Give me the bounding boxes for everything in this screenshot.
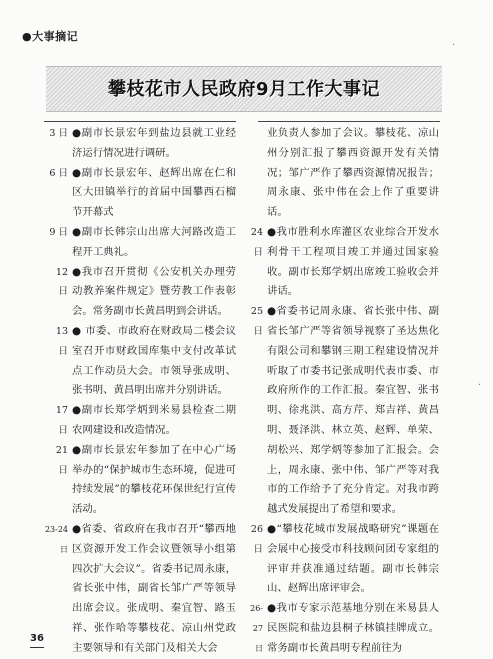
event-text: ●“攀枝花城市发展战略研究”课题在会展中心接受市科技顾问团专家组的评审并获准通过结题。副市长韩宗山、赵辉出席评审会。	[267, 522, 439, 595]
event-text: ●副市长景宏年参加了在中心广场举办的“保护城市生态环境，促进可持续发展”的攀枝花环保世纪行宣传活动。	[72, 443, 236, 516]
event-entry	[49, 124, 236, 164]
event-text: ●副市长景宏年到盐边县就工业经济运行情况进行调研。	[72, 127, 236, 159]
event-text: ●省委、省政府在我市召开“攀西地区资源开发工作会议暨领导小组第四次扩大会议”。省委书记周永康，省长张中伟，副省长邹广严等领导出席会议。张成明、秦宜智、路玉祥、张作哈等攀枝花、凉山州党政主要领导和有关部门及相关大会	[72, 522, 236, 654]
page-number-underline	[30, 647, 44, 648]
event-date: 9 日	[49, 226, 68, 238]
event-date: 26-27 日	[250, 604, 263, 653]
event-date: 23-24 日	[44, 524, 68, 554]
event-date: 3 日	[49, 128, 68, 139]
event-entry	[243, 302, 439, 520]
left-top-rule	[44, 121, 236, 122]
event-date: 6 日	[49, 167, 68, 179]
event-entry	[55, 322, 236, 401]
event-entry	[243, 599, 439, 658]
event-entry	[243, 223, 439, 302]
event-entry	[243, 520, 439, 599]
event-date: 24 日	[250, 226, 263, 258]
event-date: 25 日	[250, 306, 263, 337]
event-text: ●我市胜利水库灌区农业综合开发水利骨干工程项目竣工并通过国家验收。副市长郑学炳出席竣工验收会并讲话。	[267, 225, 439, 298]
event-date: 13 日	[55, 325, 68, 357]
event-entry	[49, 223, 236, 263]
event-text: ● 市委、市政府在财政局二楼会议室召开市财政国库集中支付改革试点工作动员大会。市领导张成明、张书明、黄昌明出席并分别讲话。	[72, 324, 236, 397]
event-text: ●副市长景宏年、赵辉出席在仁和区大田镇举行的首届中国攀西石榴节开幕式	[72, 166, 236, 219]
event-date: 12 日	[55, 266, 68, 298]
page-number: 36	[30, 633, 44, 644]
event-entry	[55, 401, 236, 441]
left-column	[44, 124, 236, 659]
scan-mark: ·	[478, 380, 482, 391]
section-label: ●大事摘记	[22, 30, 79, 43]
title-banner	[46, 66, 442, 112]
event-entry	[55, 441, 236, 520]
event-entry	[55, 263, 236, 322]
event-date: 21 日	[55, 444, 68, 476]
event-date: 17 日	[55, 405, 68, 436]
event-entry	[44, 520, 236, 659]
event-text: ●我市专家示范基地分别在米易县人民医院和盐边县桐子林镇挂牌成立。常务副市长黄昌明专程前往为	[267, 602, 439, 654]
event-text: ●副市长郑学炳到米易县检查二期农网建设和改造情况。	[72, 404, 236, 436]
event-text: ●我市召开贯彻《公安机关办理劳动教养案件规定》暨劳教工作表彰会。常务副市长黄昌明到会讲话。	[72, 265, 236, 318]
event-text: ●副市长韩宗山出席大河路改造工程开工典礼。	[72, 225, 236, 258]
event-entry	[49, 164, 236, 223]
page-title: 攀枝花市人民政府9月工作大事记	[107, 79, 381, 100]
event-date: 26 日	[250, 523, 263, 555]
event-text: ●省委书记周永康、省长张中伟、副省长邹广严等省领导视察了圣达焦化有限公司和攀钢三期工程建设情况并听取了市委书记张成明代表市委、市政府所作的工作汇报。秦宜智、张书明、徐兆洪、高方芹、郑吉祥、黄昌明、聂泽洪、林立英、赵辉、单荣、胡松兴、郑学炳等参加了汇报会。会上，周永康、张中伟、邹广严等对我市的工作给予了充分肯定。对我市跨越式发展提出了希望和要求。	[267, 305, 439, 516]
continued-text: 业负责人参加了会议。攀枝花、凉山州分别汇报了攀西资源开发有关情况；邹广严作了攀西资源情况报告；周永康、张中伟在会上作了重要讲话。	[267, 127, 439, 219]
right-column	[243, 124, 439, 659]
right-top-rule	[258, 121, 440, 122]
scan-mark: ·	[452, 40, 456, 51]
